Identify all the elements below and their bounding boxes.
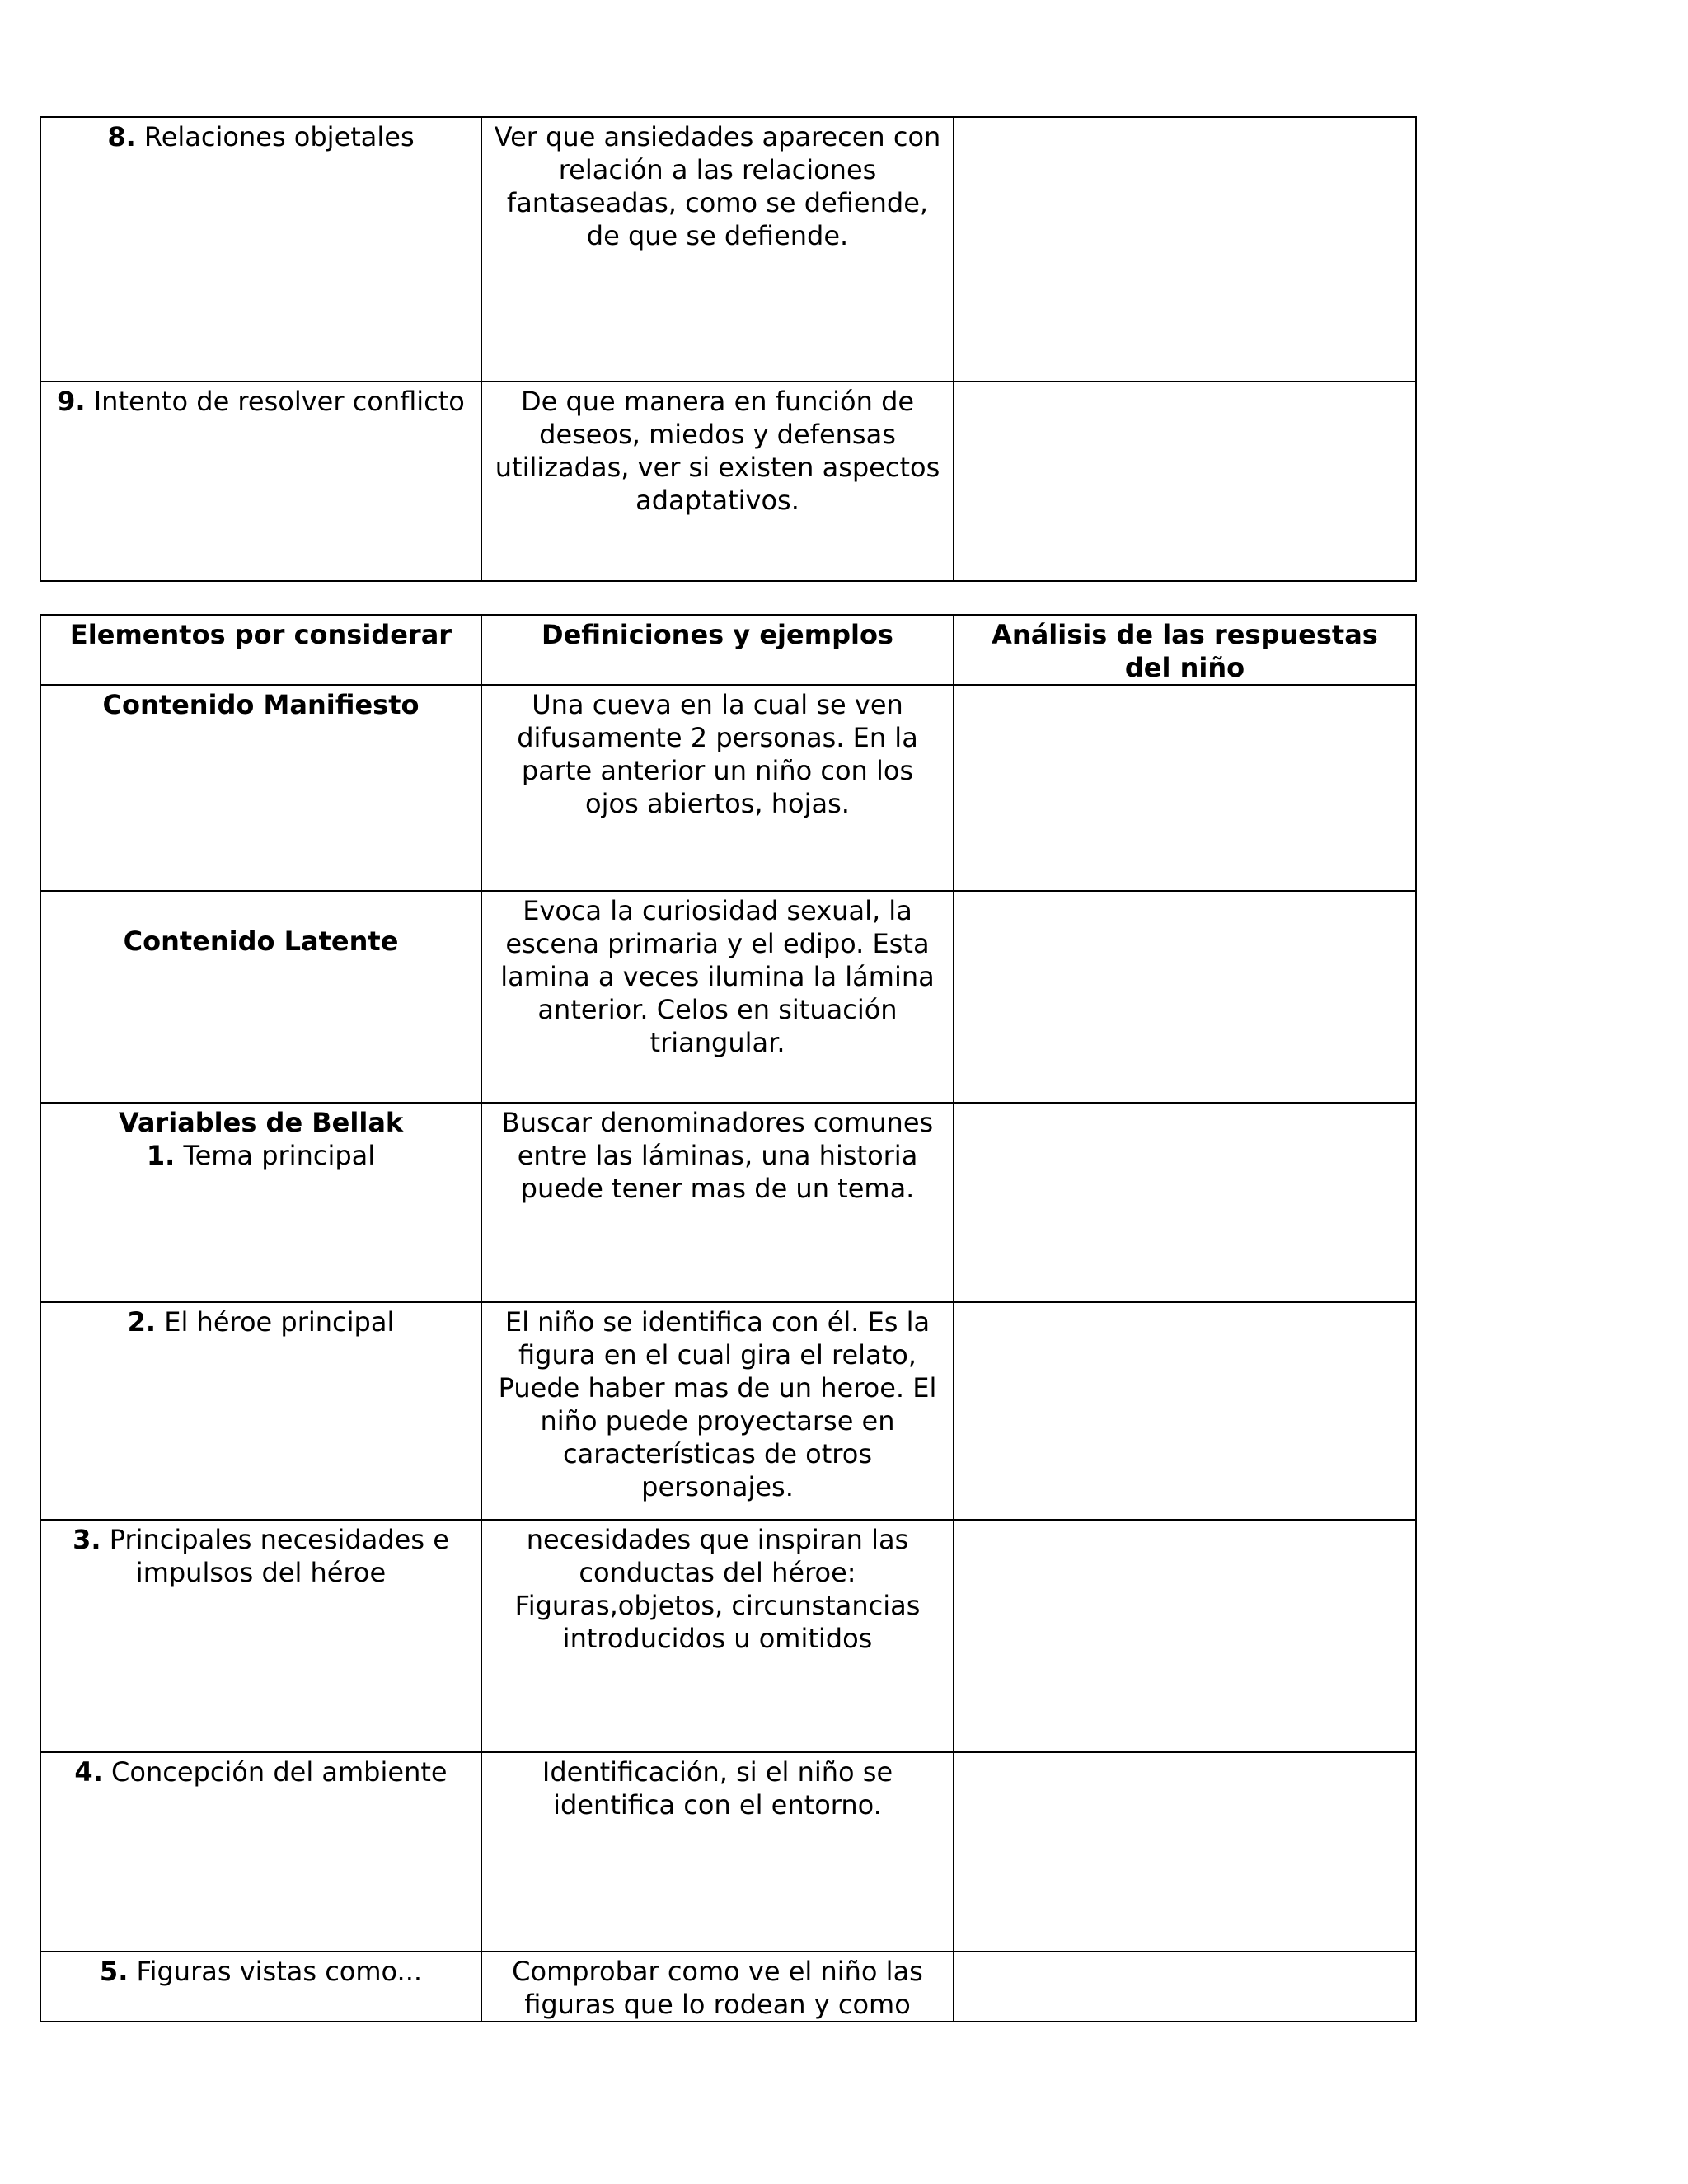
analysis-cell bbox=[954, 1302, 1416, 1520]
analysis-cell bbox=[954, 1752, 1416, 1952]
element-cell bbox=[40, 1952, 481, 2022]
definition-cell: Ver que ansiedades aparecen con relación a las relaciones fantaseadas, como se defiende, de que se defiende. bbox=[481, 117, 954, 382]
table-row bbox=[40, 382, 1416, 581]
item-label: Intento de resolver conflicto bbox=[93, 386, 465, 417]
table-row bbox=[40, 1520, 1416, 1752]
element-cell bbox=[40, 1520, 481, 1752]
item-label: El héroe principal bbox=[164, 1306, 395, 1338]
table-row bbox=[40, 117, 1416, 382]
header-definiciones: Definiciones y ejemplos bbox=[481, 615, 954, 685]
item-label: Principales necesidades e impulsos del héroe bbox=[109, 1524, 449, 1588]
definition-cell: Buscar denominadores comunes entre las láminas, una historia puede tener mas de un tema. bbox=[481, 1103, 954, 1302]
definition-cell: Comprobar como ve el niño las figuras que lo rodean y como bbox=[481, 1952, 954, 2022]
item-number: 1. bbox=[146, 1140, 176, 1171]
element-cell bbox=[40, 1103, 481, 1302]
item-number: 4. bbox=[74, 1756, 103, 1788]
definition-cell: El niño se identifica con él. Es la figura en el cual gira el relato, Puede haber mas de un heroe. El niño puede proyectarse en características de otros personajes. bbox=[481, 1302, 954, 1520]
definition-cell: necesidades que inspiran las conductas del héroe: Figuras,objetos, circunstancias introducidos u omitidos bbox=[481, 1520, 954, 1752]
analysis-cell bbox=[954, 1952, 1416, 2022]
element-cell bbox=[40, 1752, 481, 1952]
table-top bbox=[40, 116, 1417, 582]
item-number: 3. bbox=[73, 1524, 101, 1555]
item-line bbox=[51, 1139, 471, 1172]
item-number: 8. bbox=[107, 121, 136, 152]
analysis-cell bbox=[954, 1103, 1416, 1302]
item-number: 5. bbox=[99, 1956, 129, 1987]
analysis-cell bbox=[954, 891, 1416, 1103]
element-cell bbox=[40, 117, 481, 382]
item-label: Concepción del ambiente bbox=[111, 1756, 448, 1788]
definition-cell: Una cueva en la cual se ven difusamente 2 personas. En la parte anterior un niño con los ojos abiertos, hojas. bbox=[481, 685, 954, 891]
table-header-row bbox=[40, 615, 1416, 685]
analysis-cell bbox=[954, 117, 1416, 382]
element-cell: Contenido Latente bbox=[40, 891, 481, 1103]
analysis-cell bbox=[954, 382, 1416, 581]
table-row bbox=[40, 891, 1416, 1103]
analysis-cell bbox=[954, 1520, 1416, 1752]
table-row bbox=[40, 1103, 1416, 1302]
table-main bbox=[40, 614, 1417, 2022]
header-elementos: Elementos por considerar bbox=[40, 615, 481, 685]
element-cell bbox=[40, 382, 481, 581]
table-row bbox=[40, 685, 1416, 891]
item-label: Relaciones objetales bbox=[143, 121, 415, 152]
element-cell: Contenido Manifiesto bbox=[40, 685, 481, 891]
header-analisis: Análisis de las respuestas del niño bbox=[954, 615, 1416, 685]
table-row bbox=[40, 1752, 1416, 1952]
definition-cell: Identificación, si el niño se identifica con el entorno. bbox=[481, 1752, 954, 1952]
analysis-cell bbox=[954, 685, 1416, 891]
table-row bbox=[40, 1302, 1416, 1520]
table-row bbox=[40, 1952, 1416, 2022]
definition-cell: Evoca la curiosidad sexual, la escena primaria y el edipo. Esta lamina a veces ilumina la lámina anterior. Celos en situación triangular. bbox=[481, 891, 954, 1103]
item-label: Tema principal bbox=[183, 1140, 376, 1171]
item-number: 9. bbox=[57, 386, 86, 417]
element-cell bbox=[40, 1302, 481, 1520]
definition-cell: De que manera en función de deseos, miedos y defensas utilizadas, ver si existen aspectos adaptativos. bbox=[481, 382, 954, 581]
variables-title: Variables de Bellak bbox=[118, 1107, 404, 1138]
item-number: 2. bbox=[127, 1306, 157, 1338]
item-label: Figuras vistas como... bbox=[136, 1956, 423, 1987]
